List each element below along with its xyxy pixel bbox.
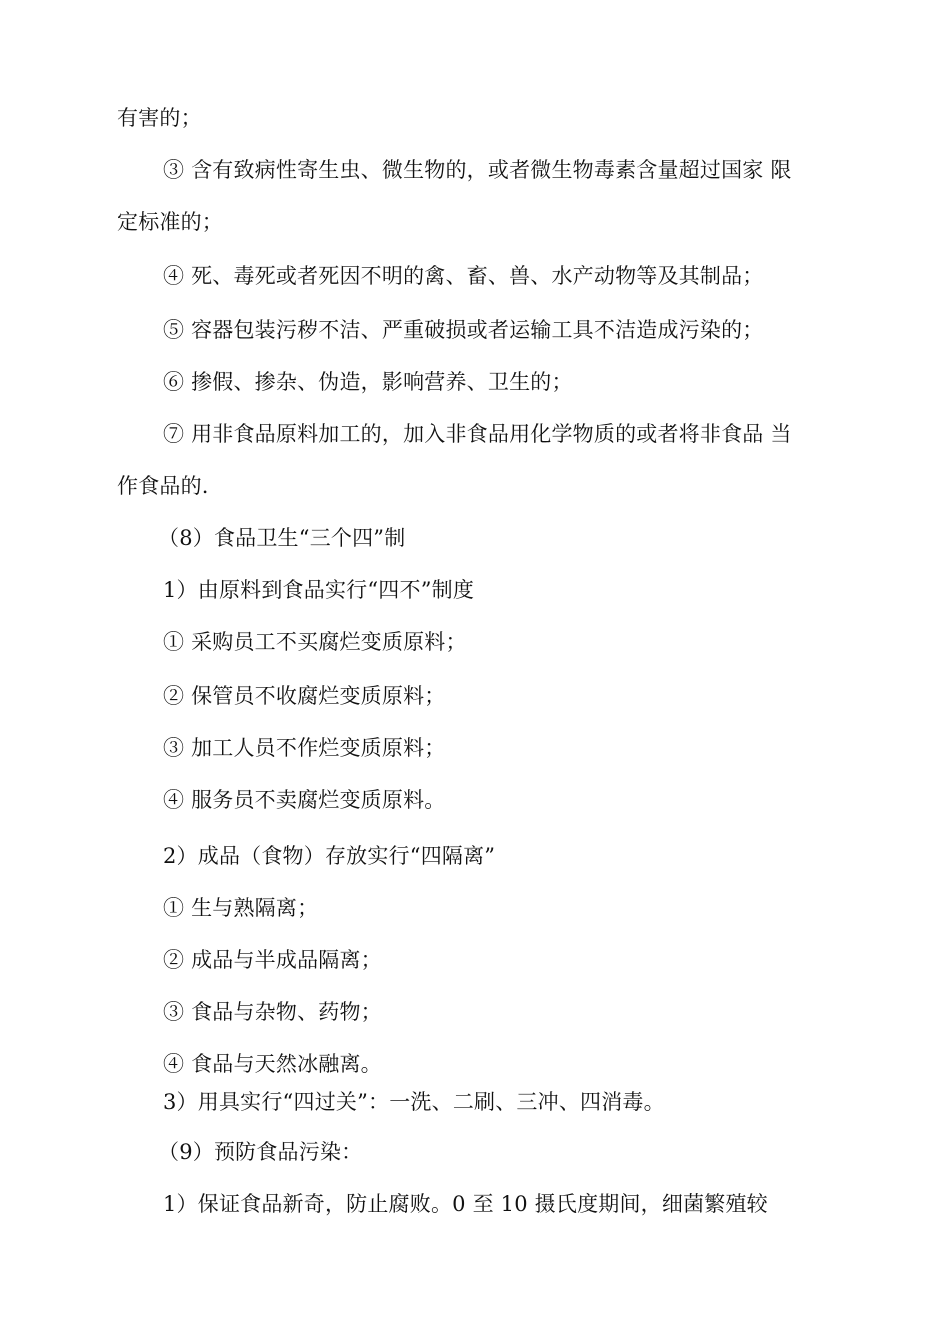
text-line-15: 2）成品（食物）存放实行“四隔离” [163,844,496,868]
text-line-19: ④ 食品与天然冰融离。 [163,1052,382,1076]
text-line-22: 1）保证食品新奇，防止腐败。0 至 10 摄氏度期间，细菌繁殖较 [163,1192,768,1216]
text-line-8: 作食品的. [117,474,209,498]
text-line-12: ② 保管员不收腐烂变质原料； [163,684,446,708]
section-heading-9: （9）预防食品污染： [158,1140,363,1164]
text-line-16: ① 生与熟隔离； [163,896,319,920]
text-line-13: ③ 加工人员不作烂变质原料； [163,736,446,760]
text-line-2: ③ 含有致病性寄生虫、微生物的，或者微生物毒素含量超过国家 限 [163,158,792,182]
text-line-14: ④ 服务员不卖腐烂变质原料。 [163,788,446,812]
text-line-4: ④ 死、毒死或者死因不明的禽、畜、兽、水产动物等及其制品； [163,264,764,288]
text-line-18: ③ 食品与杂物、药物； [163,1000,382,1024]
text-line-11: ① 采购员工不买腐烂变质原料； [163,630,467,654]
text-line-5: ⑤ 容器包装污秽不洁、严重破损或者运输工具不洁造成污染的； [163,318,764,342]
text-line-3: 定标准的； [117,210,223,234]
text-line-10: 1）由原料到食品实行“四不”制度 [163,578,475,602]
section-heading-8: （8）食品卫生“三个四”制 [158,526,406,550]
text-line-7: ⑦ 用非食品原料加工的，加入非食品用化学物质的或者将非食品 当 [163,422,792,446]
text-line-6: ⑥ 掺假、掺杂、伪造，影响营养、卫生的； [163,370,573,394]
text-line-17: ② 成品与半成品隔离； [163,948,382,972]
text-line-1: 有害的； [117,106,202,130]
text-line-20: 3）用具实行“四过关”：一洗、二刷、三冲、四消毒。 [163,1090,665,1114]
